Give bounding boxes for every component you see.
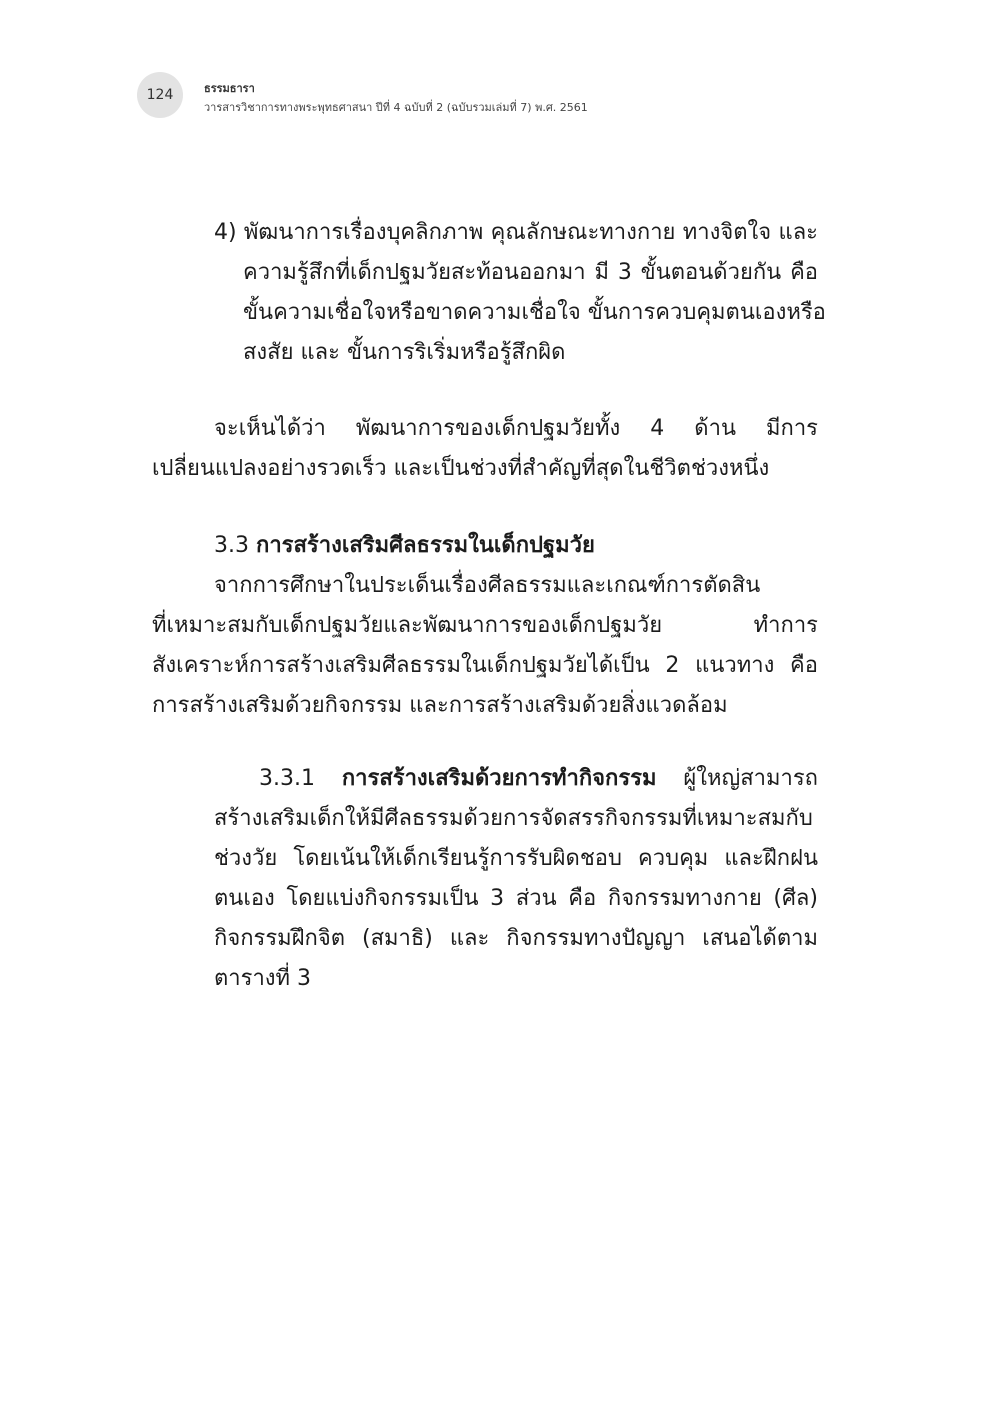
subsection-line: ช่วงวัย โดยเน้นให้เด็กเรียนรู้การรับผิดชอบ ควบคุม และฝึกฝน xyxy=(214,846,818,871)
section-line: สังเคราะห์การสร้างเสริมศีลธรรมในเด็กปฐมวัยได้เป็น 2 แนวทาง คือ xyxy=(152,653,818,678)
section-line: การสร้างเสริมด้วยกิจกรรม และการสร้างเสริมด้วยสิ่งแวดล้อม xyxy=(152,693,728,718)
subsection-line: สร้างเสริมเด็กให้มีศีลธรรมด้วยการจัดสรรกิจกรรมที่เหมาะสมกับ xyxy=(214,806,813,831)
item4-line: 4) พัฒนาการเรื่องบุคลิกภาพ คุณลักษณะทางกาย ทางจิตใจ และ xyxy=(214,220,818,245)
summary-line: จะเห็นได้ว่า พัฒนาการของเด็กปฐมวัยทั้ง 4 ด้าน มีการ xyxy=(214,416,818,441)
section-line: จากการศึกษาในประเด็นเรื่องศีลธรรมและเกณฑ์การตัดสิน xyxy=(214,573,761,598)
section-heading xyxy=(214,526,818,566)
subsection-line: กิจกรรมฝึกจิต (สมาธิ) และ กิจกรรมทางปัญญา เสนอได้ตาม xyxy=(214,926,818,951)
summary-paragraph xyxy=(152,409,818,489)
section-3-3 xyxy=(152,526,818,726)
summary-line: เปลี่ยนแปลงอย่างรวดเร็ว และเป็นช่วงที่สำคัญที่สุดในชีวิตช่วงหนึ่ง xyxy=(152,456,770,481)
item4-line: ความรู้สึกที่เด็กปฐมวัยสะท้อนออกมา มี 3 ขั้นตอนด้วยกัน คือ xyxy=(243,260,818,285)
journal-name: ธรรมธารา xyxy=(204,82,255,95)
subsection-number: 3.3.1 xyxy=(259,766,315,791)
section-line: ที่เหมาะสมกับเด็กปฐมวัยและพัฒนาการของเด็กปฐมวัย ทำการ xyxy=(152,613,818,638)
list-item-4 xyxy=(214,213,826,373)
subsection-first-line xyxy=(259,759,818,799)
subsection-text: ผู้ใหญ่สามารถ xyxy=(683,766,818,791)
running-header xyxy=(137,72,737,120)
subsection-line: ตนเอง โดยแบ่งกิจกรรมเป็น 3 ส่วน คือ กิจกรรมทางกาย (ศีล) xyxy=(214,886,818,911)
item4-line: ขั้นความเชื่อใจหรือขาดความเชื่อใจ ขั้นการควบคุมตนเองหรือ xyxy=(243,300,826,325)
page-number: 124 xyxy=(137,72,183,118)
journal-subtitle: วารสารวิชาการทางพระพุทธศาสนา ปีที่ 4 ฉบับที่ 2 (ฉบับรวมเล่มที่ 7) พ.ศ. 2561 xyxy=(204,101,588,114)
subsection-title: การสร้างเสริมด้วยการทำกิจกรรม xyxy=(341,766,657,791)
item4-line: สงสัย และ ขั้นการริเริ่มหรือรู้สึกผิด xyxy=(243,340,566,365)
subsection-line: ตารางที่ 3 xyxy=(214,966,312,991)
section-3-3-1 xyxy=(214,759,818,999)
section-title: การสร้างเสริมศีลธรรมในเด็กปฐมวัย xyxy=(256,533,595,558)
section-number: 3.3 xyxy=(214,533,249,558)
